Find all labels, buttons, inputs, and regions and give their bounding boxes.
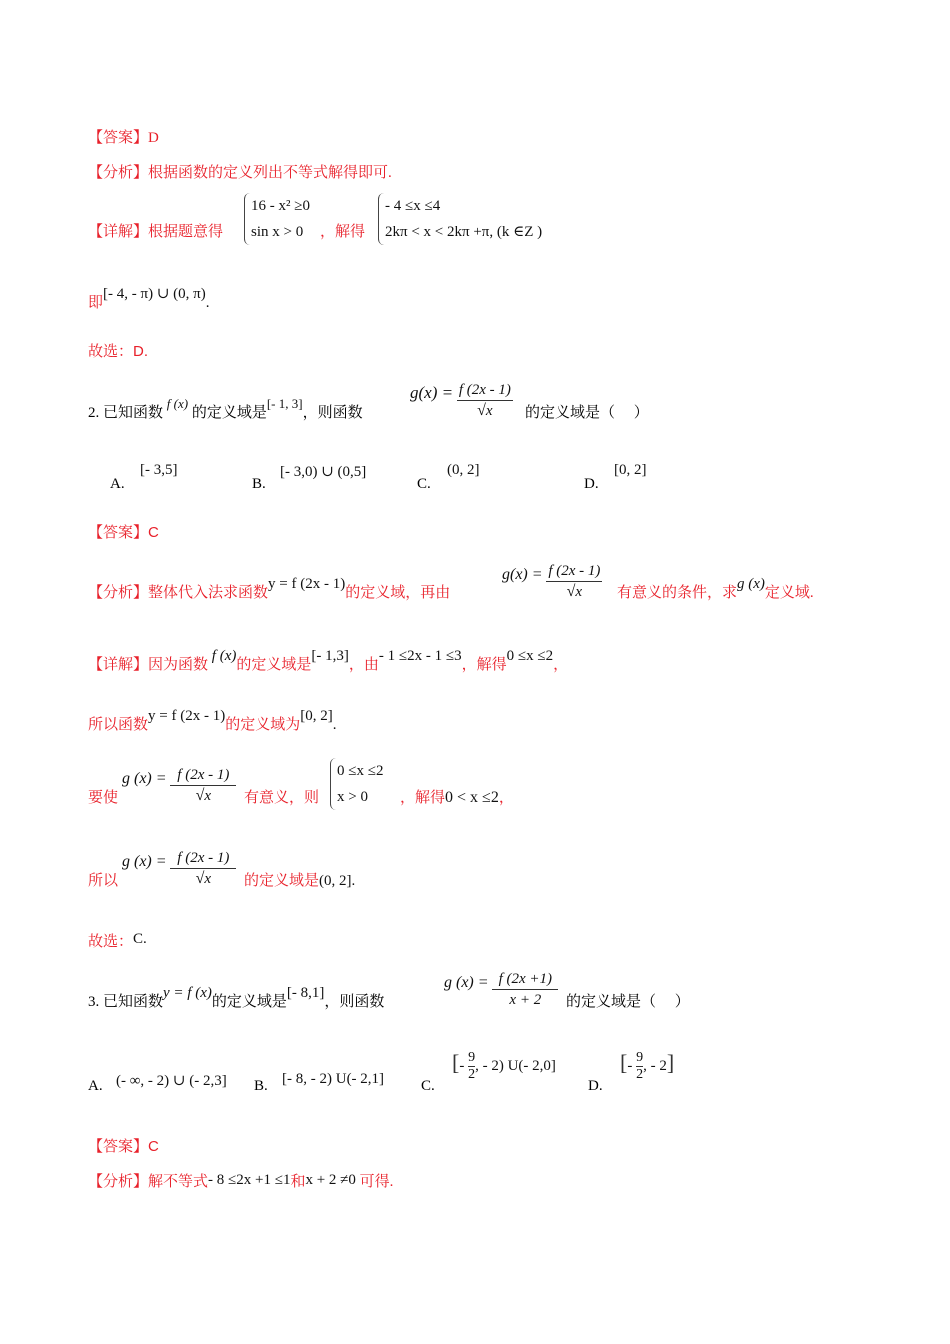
answer-tag: 【答案】	[88, 1139, 149, 1155]
system-line: - 4 ≤x ≤4	[385, 198, 441, 214]
option-value: [0, 2]	[614, 462, 647, 478]
option-value: [- 3,0) ∪ (0,5]	[280, 464, 367, 480]
detail-math: [0, 2]	[300, 708, 333, 724]
answer-tag: 【答案】	[88, 525, 149, 541]
choice-value: C.	[133, 931, 147, 947]
detail-text: 所以函数	[88, 717, 149, 733]
detail-math: [- 1,3]	[311, 648, 349, 664]
detail-math: - 1 ≤2x - 1 ≤3	[378, 648, 462, 664]
detail-text: .	[332, 717, 337, 733]
option-value: [- 3,5]	[140, 462, 178, 478]
q2-line3-system	[330, 758, 383, 810]
g-fraction: $\frac{f (2x - 1)}{√x}$	[170, 766, 236, 805]
stem-text: 的定义域是（ ）	[525, 405, 649, 421]
option-label: D.	[588, 1078, 603, 1094]
g-lhs: g (x) =	[122, 852, 167, 870]
option-value: , - 2) U(- 2,0]	[475, 1058, 556, 1074]
detail-intro: 根据题意得	[148, 224, 224, 240]
q2-option-d-value	[614, 462, 647, 479]
q2-analysis-end	[617, 576, 814, 603]
analysis-text: 有意义的条件，求	[617, 585, 738, 601]
option-label: C.	[417, 476, 431, 492]
g-fraction	[492, 970, 558, 1009]
fx-math: f (x)	[166, 396, 189, 411]
q2-detail-line4	[88, 871, 118, 891]
fraction-numerator: f (2x - 1)	[177, 850, 230, 866]
q2-option-c[interactable]	[417, 476, 431, 493]
q3-g-formula	[444, 964, 558, 1008]
q3-answer-line	[88, 1137, 159, 1157]
answer-value: C	[148, 1138, 159, 1155]
q1-answer-line	[88, 128, 159, 148]
analysis-text: 整体代入法求函数	[148, 585, 269, 601]
stem-text: 的定义域是（ ）	[566, 994, 690, 1010]
fraction-denominator: x + 2	[509, 992, 542, 1008]
detail-text: 因为函数	[148, 657, 209, 673]
q2-option-b-value	[280, 462, 366, 481]
choice-value: D.	[133, 343, 149, 360]
analysis-text: 和	[290, 1174, 306, 1190]
q1-system-2	[378, 193, 542, 245]
g-lhs: g(x) =	[410, 382, 454, 402]
fraction-numerator: f (2x +1)	[498, 971, 553, 987]
system-line: 16 - x² ≥0	[251, 198, 310, 214]
q2-line3-end	[400, 788, 514, 808]
q2-g-formula	[410, 375, 513, 419]
analysis-math: y = f (2x - 1)	[268, 576, 346, 592]
detail-math: (0, 2]	[319, 873, 352, 889]
detail-text: ，解得	[461, 657, 507, 673]
detail-text: ，解得	[400, 790, 446, 806]
detail-text: 所以	[88, 873, 119, 889]
q2-answer-line	[88, 523, 159, 543]
option-value: , - 2	[643, 1058, 667, 1074]
fraction-denominator: x	[575, 584, 583, 600]
fraction-numerator: f (2x - 1)	[177, 767, 230, 783]
domain-math: [- 1, 3]	[266, 396, 303, 411]
stem-text: ，则函数	[324, 994, 385, 1010]
fraction-denominator: x	[204, 788, 212, 804]
q2-option-a[interactable]	[110, 476, 125, 493]
detail-text: 有意义，则	[244, 790, 320, 806]
stem-text: 已知函数	[103, 994, 164, 1010]
analysis-tag: 【分析】	[88, 165, 149, 181]
analysis-tag: 【分析】	[88, 585, 149, 601]
yfx-math: y = f (x)	[163, 985, 212, 1001]
g-fraction: $\frac{f (2x - 1)}{√x}$	[170, 849, 236, 888]
fraction-numerator: f (2x - 1)	[458, 382, 511, 398]
system-line: x > 0	[337, 789, 368, 805]
q2-option-d[interactable]	[584, 476, 599, 493]
fraction-denominator: x	[485, 403, 493, 419]
q2-analysis-g-formula	[502, 556, 602, 600]
q3-option-c-value: [- $\frac{9}{2}$, - 2) U(- 2,0]	[452, 1050, 556, 1083]
q2-stem	[88, 396, 363, 423]
q3-option-d-value: [- $\frac{9}{2}$, - 2]	[620, 1050, 675, 1083]
result-suffix: .	[205, 295, 210, 311]
q2-choice-line	[88, 932, 147, 952]
stem-text: 已知函数	[103, 405, 164, 421]
q1-result-line	[88, 286, 210, 313]
domain-math: [- 8,1]	[286, 985, 325, 1001]
system-line: 0 ≤x ≤2	[337, 763, 384, 779]
option-label: C.	[421, 1078, 435, 1094]
detail-mid-text: ，解得	[320, 224, 366, 240]
result-math: [- 4, - π) ∪ (0, π)	[103, 286, 206, 302]
detail-text: ，由	[348, 657, 379, 673]
stem-text: 的定义域是	[211, 994, 287, 1010]
detail-text: 的定义域是	[236, 657, 312, 673]
q1-system-1	[244, 193, 310, 245]
detail-text: .	[351, 873, 356, 889]
g-lhs: g(x) =	[502, 565, 543, 583]
detail-text: ，	[553, 657, 569, 673]
fraction-numerator: 9	[468, 1050, 476, 1066]
option-label: B.	[254, 1078, 268, 1094]
option-value: -	[627, 1058, 637, 1074]
detail-text: ，	[498, 790, 514, 806]
stem-text: ，则函数	[302, 405, 363, 421]
answer-value: C	[148, 524, 159, 541]
choice-prefix: 故选：	[88, 344, 134, 360]
q3-stem-end	[566, 992, 690, 1012]
detail-text: 的定义域是	[244, 873, 320, 889]
q1-detail-line	[88, 222, 223, 242]
system-line: sin x > 0	[251, 224, 304, 240]
g-fraction: $\frac{f (2x - 1)}{√x}$	[458, 382, 511, 419]
q2-option-c-value	[447, 462, 480, 479]
option-value: [- 8, - 2) U(- 2,1]	[282, 1071, 385, 1087]
fraction-denominator: 2	[468, 1067, 476, 1083]
q2-line4-g-formula	[122, 843, 236, 887]
q3-stem	[88, 985, 385, 1012]
q1-choice-line	[88, 342, 148, 362]
g-fraction: $\frac{f (2x - 1)}{√x}$	[548, 563, 601, 600]
question-number: 3.	[88, 994, 100, 1010]
analysis-text: 定义域.	[764, 585, 814, 601]
fraction-numerator: f (2x - 1)	[548, 563, 601, 579]
answer-tag: 【答案】	[88, 130, 149, 146]
analysis-text: 可得.	[359, 1174, 394, 1190]
q2-detail-line2	[88, 708, 337, 735]
q1-analysis-line	[88, 163, 392, 183]
option-label: A.	[88, 1078, 103, 1094]
detail-math: 0 ≤x ≤2	[506, 648, 554, 664]
analysis-math: g (x)	[737, 576, 765, 592]
fraction-denominator: x	[204, 871, 212, 887]
analysis-math: x + 2 ≠0	[305, 1172, 356, 1188]
option-value: -	[459, 1058, 469, 1074]
detail-math: f (x)	[211, 648, 237, 664]
stem-text: 的定义域是	[191, 405, 267, 421]
analysis-math: - 8 ≤2x +1 ≤1	[208, 1172, 291, 1188]
q2-line3-g-formula	[122, 760, 236, 804]
analysis-text: 解不等式	[148, 1174, 209, 1190]
g-lhs: g (x) =	[122, 769, 167, 787]
fraction-denominator: 2	[636, 1067, 644, 1083]
answer-value: D	[148, 130, 159, 146]
q3-option-a-value	[116, 1071, 227, 1090]
detail-math: 0 < x ≤2	[445, 789, 499, 806]
option-label: D.	[584, 476, 599, 492]
system-line: 2kπ < x < 2kπ +π, (k ∈Z )	[385, 224, 543, 240]
detail-tag: 【详解】	[88, 657, 149, 673]
q2-analysis-line	[88, 576, 451, 603]
q3-option-b-value	[282, 1071, 384, 1088]
g-lhs: g (x) =	[444, 973, 489, 991]
q2-detail-line3	[88, 788, 118, 808]
option-label: B.	[252, 476, 266, 492]
q1-detail-mid	[320, 222, 365, 242]
option-value: (- ∞, - 2) ∪ (- 2,3]	[116, 1073, 227, 1089]
q2-option-b[interactable]	[252, 476, 266, 493]
q3-analysis-line	[88, 1172, 393, 1192]
q2-line4-end	[244, 871, 355, 891]
detail-text: 要使	[88, 790, 119, 806]
option-value: (0, 2]	[447, 462, 480, 478]
detail-tag: 【详解】	[88, 224, 149, 240]
question-number: 2.	[88, 405, 100, 421]
analysis-tag: 【分析】	[88, 1174, 149, 1190]
q3-option-a[interactable]	[88, 1078, 103, 1095]
result-prefix: 即	[88, 295, 104, 311]
q3-option-b[interactable]	[254, 1078, 268, 1095]
analysis-text: 根据函数的定义列出不等式解得即可.	[148, 165, 392, 181]
q2-option-a-value	[140, 462, 178, 479]
detail-math: y = f (2x - 1)	[148, 708, 226, 724]
q2-detail-line1	[88, 648, 569, 675]
detail-text: 的定义域为	[225, 717, 301, 733]
q3-option-c[interactable]	[421, 1078, 435, 1095]
q2-line3-mid	[244, 788, 319, 808]
q2-stem-end	[525, 403, 649, 423]
analysis-text: 的定义域，再由	[345, 585, 451, 601]
choice-prefix: 故选：	[88, 934, 134, 950]
option-label: A.	[110, 476, 125, 492]
q3-option-d[interactable]	[588, 1078, 603, 1095]
fraction-numerator: 9	[636, 1050, 644, 1066]
